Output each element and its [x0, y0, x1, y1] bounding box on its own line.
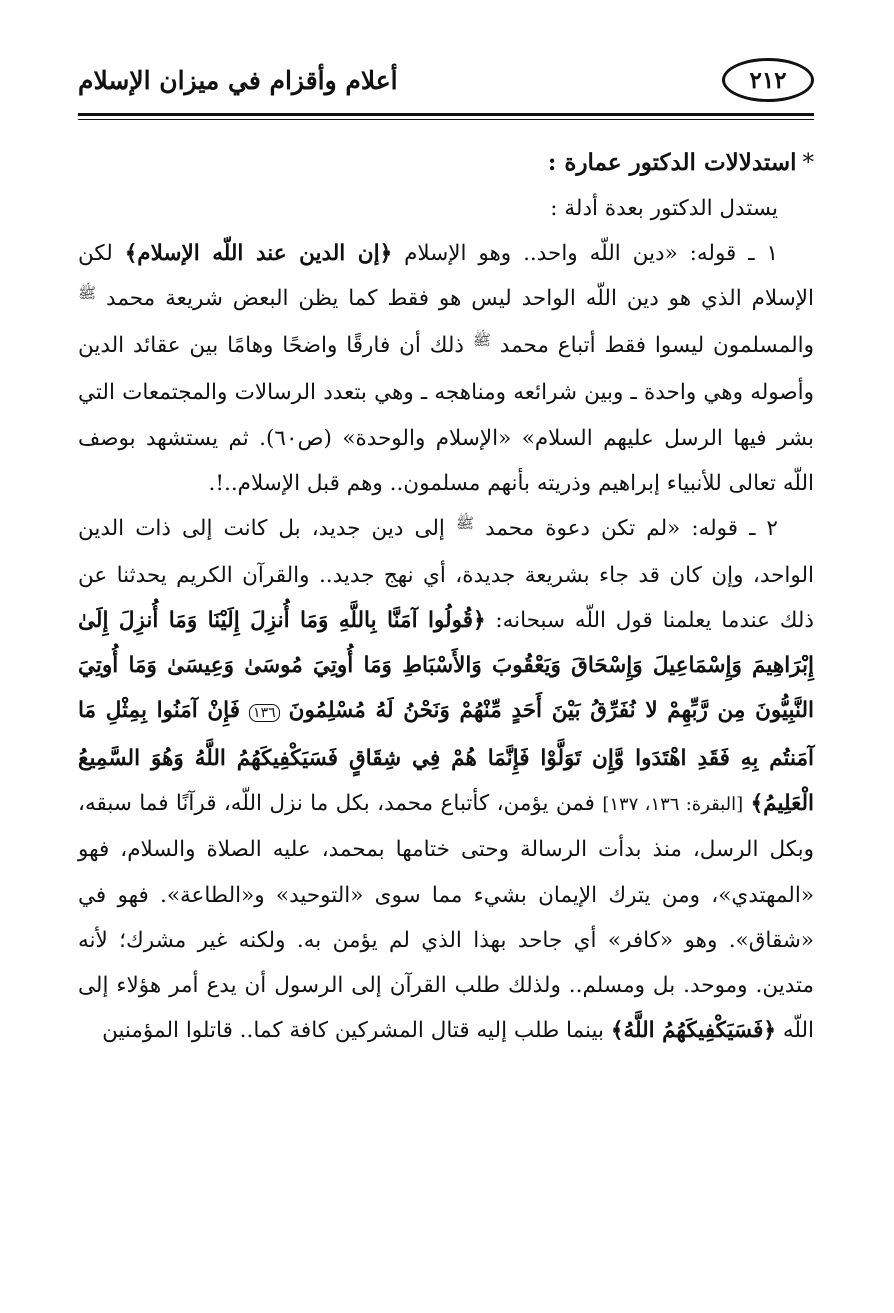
p1-text-d: ذلك أن فارقًا واضحًا وهامًا بين عقائد الدين وأصوله وهي واحدة ـ وبين شرائعه ومناهجه ـ وهي بتعدد الرسالات والمجتمعات التي بشر فيها الرسل عليهم السلام» «الإسلام والوحدة» (ص٦٠). ثم يستشهد بوصف اللّه تعالى للأنبياء إبراهيم وذريته بأنهم مسلمون.. وهم قبل الإسلام..!. — [78, 333, 814, 496]
p2-quran-quote-short: ﴿فَسَيَكْفِيكَهُمُ اللَّهُ﴾ — [610, 1017, 776, 1043]
section-title: استدلالات الدكتور عمارة : — [547, 149, 797, 176]
quran-reference: [البقرة: ١٣٦، ١٣٧] — [602, 794, 744, 816]
p1-quran-quote: ﴿إن الدين عند اللّه الإسلام﴾ — [124, 241, 393, 267]
intro-paragraph: يستدل الدكتور بعدة أدلة : — [550, 196, 778, 222]
salawat-symbol-icon: ﷺ — [472, 331, 491, 350]
running-title: أعلام وأقزام في ميزان الإسلام — [78, 66, 398, 95]
paragraph-1 — [78, 231, 814, 506]
p2-quran-verse-137: فَإِنْ آمَنُوا بِمِثْلِ مَا آمَنتُم بِهِ فَقَدِ اهْتَدَوا وَّإِن تَوَلَّوْا فَإِنَّمَا هُمْ فِي شِقَاقٍ فَسَيَكْفِيكَهُمُ اللَّهُ وَهُوَ السَّمِيعُ الْعَلِيمُ﴾ — [78, 698, 814, 817]
ayah-number-marker: ١٣٦ — [249, 704, 280, 722]
p1-text-a: ١ ـ قوله: «دين اللّه واحد.. وهو الإسلام — [404, 241, 778, 267]
p2-text-b: إلى دين جديد، بل كانت إلى ذات الدين الواحد، وإن كان قد جاء بشريعة جديدة، أي نهج جديد.. والقرآن الكريم يحدثنا عن ذلك عندما يعلمنا قول اللّه سبحانه: — [78, 515, 814, 633]
p2-text-d: بينما طلب إليه قتال المشركين كافة كما.. قاتلوا المؤمنين — [102, 1017, 605, 1043]
p1-text-c: والمسلمون ليسوا فقط أتباع محمد — [499, 333, 814, 359]
salawat-symbol-icon: ﷺ — [78, 284, 97, 303]
section-heading — [78, 140, 814, 186]
page-number: ٢١٢ — [722, 58, 814, 102]
p2-text-c: فمن يؤمن، كأتباع محمد، بكل ما نزل اللّه، قرآنًا فما سبقه، وبكل الرسل، منذ بدأت الرسالة وحتى ختامها بمحمد، عليه الصلاة والسلام، فهو «المهتدي»، ومن يترك الإيمان بشيء مما سوى «التوحيد» و«الطاعة». فهو في «شقاق». وهو «كافر» أي جاحد بهذا الذي لم يؤمن به. ولكنه غير مشرك؛ لأنه متدين. وموحد. بل ومسلم.. ولذلك طلب القرآن إلى الرسول أن يدع أمر هؤلاء إلى اللّه — [78, 791, 814, 1043]
header-rule — [78, 113, 814, 120]
body-text — [78, 140, 814, 1053]
salawat-symbol-icon: ﷺ — [455, 513, 475, 532]
star-bullet-icon: * — [802, 150, 814, 176]
paragraph-2 — [78, 506, 814, 1053]
p2-quran-verse-136: ﴿قُولُوا آمَنَّا بِاللَّهِ وَمَا أُنزِلَ إِلَيْنَا وَمَا أُنزِلَ إِلَىٰ إِبْرَاهِيمَ وَإِسْمَاعِيلَ وَإِسْحَاقَ وَيَعْقُوبَ وَالأَسْبَاطِ وَمَا أُوتِيَ مُوسَىٰ وَعِيسَىٰ وَمَا أُوتِيَ النَّبِيُّونَ مِن رَّبِّهِمْ لا نُفَرِّقُ بَيْنَ أَحَدٍ مِّنْهُمْ وَنَحْنُ لَهُ مُسْلِمُونَ — [78, 607, 814, 724]
p1-text-b: لكن الإسلام الذي هو دين اللّه الواحد ليس هو فقط كما يظن البعض شريعة محمد — [78, 241, 814, 312]
running-header — [78, 56, 814, 108]
p2-text-a: ٢ ـ قوله: «لم تكن دعوة محمد — [485, 515, 778, 541]
